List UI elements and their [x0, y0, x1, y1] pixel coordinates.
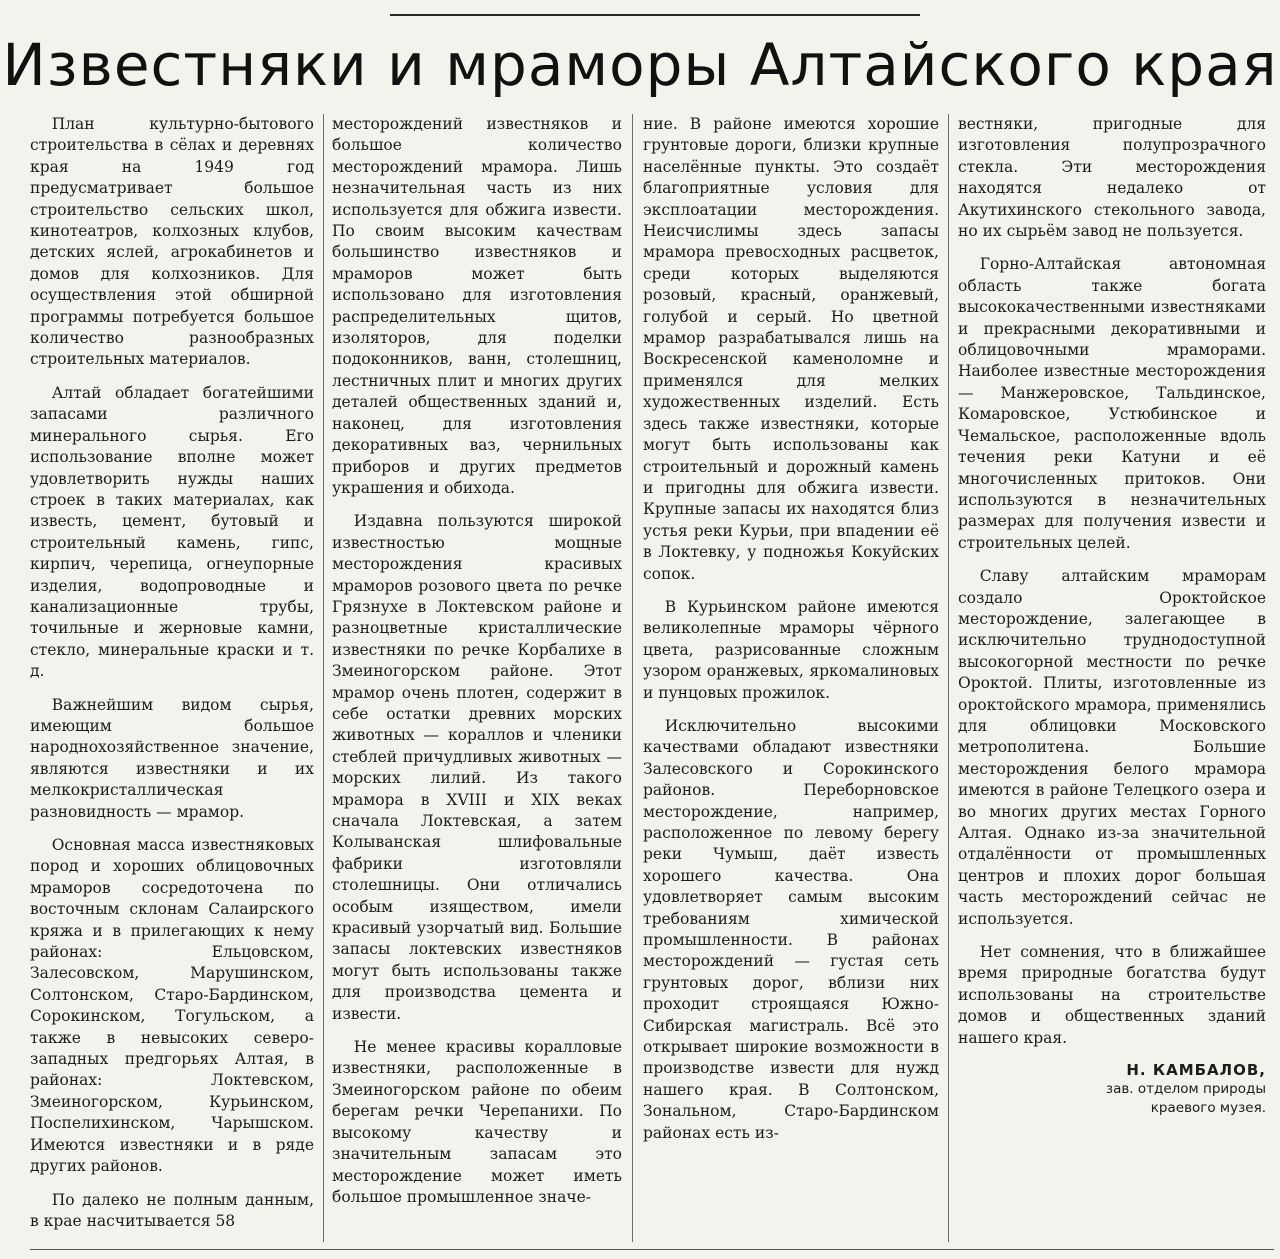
signature-author: Н. КАМБАЛОВ, — [1126, 1061, 1266, 1080]
signature — [958, 1061, 1266, 1118]
paragraph: Нет сомнения, что в ближайшее время природные богатства будут использованы на строительстве домов и общественных зданий нашего края. — [958, 943, 1266, 1047]
paragraph: По далеко не полным данным, в крае насчитывается 58 — [30, 1190, 314, 1230]
paragraph: План культурно-бытового строительства в сёлах и деревнях края на 1949 год предусматривает большое строительство сельских школ, кинотеатров, колхозных клубов, детских яслей, агрокабинетов и домов для колхозников. Для осуществления этой обширной программы потребуется большое количество разнообразных строительных материалов. — [30, 115, 314, 369]
column-4 — [958, 114, 1266, 1242]
paragraph: Не менее красивы коралловые известняки, расположенные в Змеиногорском районе по обеим берегам речки Черепанихи. По высокому качеству и значительным запасам это месторождение может иметь большое промышленное значе- — [332, 1038, 622, 1206]
column-divider — [323, 114, 324, 1242]
column-2 — [332, 114, 622, 1242]
paragraph: Славу алтайским мраморам создало Ороктойское месторождение, залегающее в исключительно труднодоступной высокогорной местности по речке Ороктой. Плиты, изготовленные из ороктойского мрамора, применялись для облицовки Московского метрополитена. Большие месторождения белого мрамора имеются в районе Телецкого озера и во многих других местах Горного Алтая. Однако из-за значительной отдалённости от промышленных центров и плохих дорог большая часть месторождений сейчас не используется. — [958, 567, 1266, 928]
column-1 — [30, 114, 314, 1242]
paragraph: Основная масса известняковых пород и хороших облицовочных мраморов сосредоточена по восточным склонам Салаирского кряжа и в прилегающих к нему районах: Ельцовском, Залесовском, Марушинском, Солтонском, Старо-Бардинском, Сорокинском, Тогульском, а также в невысоких северо-западных предгорьях Алтая, в районах: Локтевском, Змеиногорском, Курьинском, Поспелихинском, Чарышском. Имеются известняки и в ряде других районов. — [30, 836, 314, 1176]
paragraph: месторождений известняков и большое количество месторождений мрамора. Лишь незначительная часть из них используется для обжига извести. По своим высоким качествам большинство известняков и мраморов может быть использовано для изготовления распределительных щитов, изоляторов, для поделки подоконников, ванн, столешниц, лестничных плит и многих других деталей общественных зданий и, наконец, для изготовления декоративных ваз, чернильных приборов и других предметов украшения и обихода. — [332, 115, 622, 497]
paragraph: Издавна пользуются широкой известностью мощные месторождения красивых мраморов розового цвета по речке Грязнухе в Локтевском районе и разноцветные кристаллические известняки по речке Корбалихе в Змеиногорском районе. Этот мрамор очень плотен, содержит в себе остатки древних морских животных — кораллов и членики стеблей причудливых животных — морских лилий. Из такого мрамора в XVIII и XIX веках сначала Локтевская, а затем Колыванская шлифовальные фабрики изготовляли столешницы. Они отличались особым изяществом, имели красивый узорчатый вид. Большие запасы локтевских известняков могут быть использованы также для производства цемента и извести. — [332, 512, 622, 1023]
paragraph: вестняки, пригодные для изготовления полупрозрачного стекла. Эти месторождения находятся недалеко от Акутихинского стекольного завода, но их сырьём завод не пользуется. — [958, 115, 1266, 241]
signature-position: зав. отделом природы — [1105, 1081, 1266, 1098]
paragraph: Исключительно высокими качествами обладают известняки Залесовского и Сорокинского районов. Переборновское месторождение, например, расположенное по левому берегу реки Чумыш, даёт известь хорошего качества. Она удовлетворяет самым высоким требованиям химической промышленности. В районах месторождений — густая сеть грунтовых дорог, вблизи них проходит строящаяся Южно-Сибирская магистраль. Всё это открывает широкие возможности в производстве извести для нужд нашего края. В Солтонском, Зональном, Старо-Бардинском районах есть из- — [643, 716, 939, 1142]
paragraph: В Курьинском районе имеются великолепные мраморы чёрного цвета, разрисованные сложным узором оранжевых, яркомалиновых и пунцовых прожилок. — [643, 597, 939, 702]
paragraph: Горно-Алтайская автономная область также богата высококачественными известняками и прекрасными декоративными и облицовочными мраморами. Наиболее известные месторождения — Манжеровское, Тальдинское, Комаровское, Устюбинское и Чемальское, расположенные вдоль течения реки Катуни и её многочисленных притоков. Они используются в незначительных размерах для получения извести и строительных целей. — [958, 255, 1266, 552]
column-divider — [948, 114, 949, 1242]
article-headline: Известняки и мраморы Алтайского края — [2, 31, 1278, 99]
article-columns — [30, 114, 1274, 1242]
column-divider — [632, 114, 633, 1242]
column-3 — [643, 114, 939, 1242]
bottom-rule — [30, 1249, 1274, 1250]
paragraph: Важнейшим видом сырья, имеющим большое народнохозяйственное значение, являются известняки и их мелкокристаллическая разновидность — мрамор. — [30, 695, 314, 821]
paragraph: Алтай обладает богатейшими запасами различного минерального сырья. Его использование вполне может удовлетворить нужды наших строек в таких материалах, как известь, цемент, бутовый и строительный камень, гипс, кирпич, черепица, огнеупорные изделия, водопроводные и канализационные трубы, точильные и жерновые камни, стекло, минеральные краски и т. д. — [30, 383, 314, 681]
top-rule — [390, 14, 920, 16]
signature-institution: краевого музея. — [1150, 1100, 1266, 1117]
paragraph: ние. В районе имеются хорошие грунтовые дороги, близки крупные населённые пункты. Это создаёт благоприятные условия для эксплоатации месторождения. Неисчислимы здесь запасы мрамора превосходных расцветок, среди которых выделяются розовый, красный, оранжевый, голубой и серый. Но цветной мрамор разрабатывался лишь на Воскресенской каменоломне и применялся для мелких художественных изделий. Есть здесь также известняки, которые могут быть использованы как строительный и дорожный камень и пригодны для обжига извести. Крупные запасы их находятся близ устья реки Курьи, при впадении её в Локтевку, у подножья Кокуйских сопок. — [643, 115, 939, 583]
